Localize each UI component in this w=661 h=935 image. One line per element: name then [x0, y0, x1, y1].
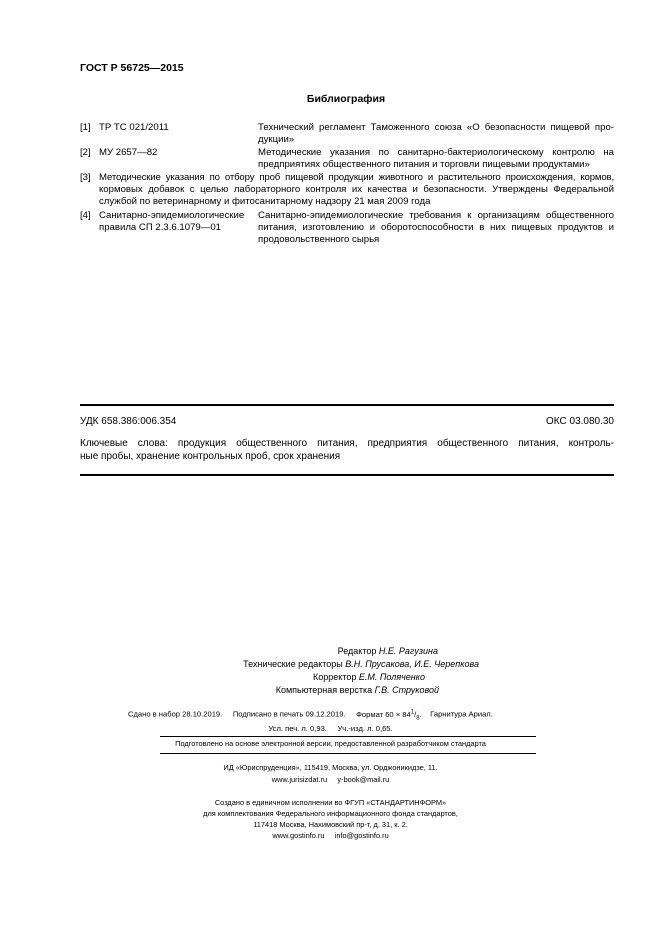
imprint-line-1	[128, 709, 598, 721]
keywords-line: ные пробы, хранение контрольных проб, срок хранения	[80, 451, 341, 462]
standard-id: ГОСТ Р 56725—2015	[80, 62, 184, 74]
divider-top	[80, 404, 614, 406]
imprint-typeset-date: Сдано в набор 28.10.2019.	[128, 709, 223, 719]
bibliography-title: Библиография	[306, 93, 386, 105]
entry-text-line: службой по ветеринарному и фитосанитарному надзору 21 мая 2009 года	[99, 196, 431, 207]
credit-name: Г.В. Струковой	[374, 685, 439, 695]
entry-number: [3]	[80, 172, 91, 183]
credit-label: Корректор	[313, 672, 357, 682]
entry-text-line: кормовых добавок с целью лабораторного контроля их качества и безопасности. Утверждены Федеральной	[99, 184, 614, 195]
entry-description-line: дукции»	[258, 134, 295, 145]
entry-number: [1]	[80, 122, 91, 133]
imprint-format-end: .	[419, 709, 422, 719]
entry-description-line: Технический регламент Таможенного союза «О безопасности пищевой про-	[258, 122, 614, 133]
imprint-print-date: Подписано в печать 09.12.2019.	[232, 709, 346, 719]
producer-line: Создано в единичном исполнении во ФГУП «СТАНДАРТИНФОРМ»	[214, 798, 447, 807]
credit-label: Компьютерная верстка	[275, 685, 373, 695]
entry-description-line: Методические указания по санитарно-бактериологическому контролю на	[258, 147, 614, 158]
keywords	[80, 437, 614, 463]
imprint-format-text: Формат 60 × 84	[356, 709, 411, 719]
imprint-divider-1	[160, 736, 536, 737]
producer-line: для комплектования Федерального информационного фонда стандартов,	[203, 809, 458, 818]
credit-name: В.Н. Прусакова, И.Е. Черепкова	[345, 659, 479, 669]
entry-code: ТР ТС 021/2011	[99, 122, 169, 133]
divider-bottom	[80, 474, 614, 476]
imprint-line-3: Подготовлено на основе электронной версии, предоставленной разработчиком стандарта	[175, 739, 486, 748]
entry-number: [2]	[80, 147, 91, 158]
producer-line: 117418 Москва, Нахимовский пр-т, д. 31, к. 2.	[253, 820, 408, 829]
credit-name: Н.Е. Рагузина	[378, 646, 438, 656]
imprint-divider-2	[160, 753, 536, 754]
entry-description-line: предприятиях общественного питания и торговли пищевыми продуктами»	[258, 159, 590, 170]
credit-editor	[0, 645, 438, 658]
credit-name: Е.М. Поляченко	[358, 672, 425, 682]
imprint-format	[356, 709, 422, 722]
entry-code: МУ 2657—82	[99, 147, 158, 158]
entry-code-line: Санитарно-эпидемиологические	[99, 210, 245, 221]
imprint-format-sub: 8	[416, 715, 420, 722]
entry-description-line: Санитарно-эпидемиологические требования к организациям общественного	[258, 210, 614, 221]
oks-code: ОКС 03.080.30	[546, 416, 614, 427]
producer-contacts: www.gostinfo.ru info@gostinfo.ru	[272, 831, 389, 840]
entry-text-line: Методические указания по отбору проб пищевой продукции животного и растительного происхождения, кормов,	[99, 172, 614, 183]
imprint-format-sep: /	[414, 709, 417, 719]
imprint-line-2: Усл. печ. л. 0,93. Уч.-изд. л. 0,65.	[268, 724, 393, 733]
imprint-font: Гарнитура Ариал.	[430, 709, 493, 719]
credit-label: Технические редакторы	[243, 659, 343, 669]
keywords-line: Ключевые слова: продукция общественного питания, предприятия общественного питания, контроль-	[80, 438, 614, 449]
entry-description-line: продовольственного сырья	[258, 234, 380, 245]
entry-code-line: правила СП 2.3.6.1079—01	[99, 222, 222, 233]
publisher-contacts: www.jurisizdat.ru y-book@mail.ru	[271, 775, 390, 784]
publisher-address: ИД «Юриспруденция», 115419, Москва, ул. Орджоникидзе, 11.	[223, 763, 438, 772]
entry-description-line: питания, изготовлению и оборотоспособности в них пищевых продуктов и	[258, 222, 614, 233]
udk-code: УДК 658.386:006.354	[80, 416, 177, 427]
credit-label: Редактор	[337, 646, 377, 656]
imprint-format-sup: 1	[410, 709, 415, 715]
entry-number: [4]	[80, 210, 91, 221]
